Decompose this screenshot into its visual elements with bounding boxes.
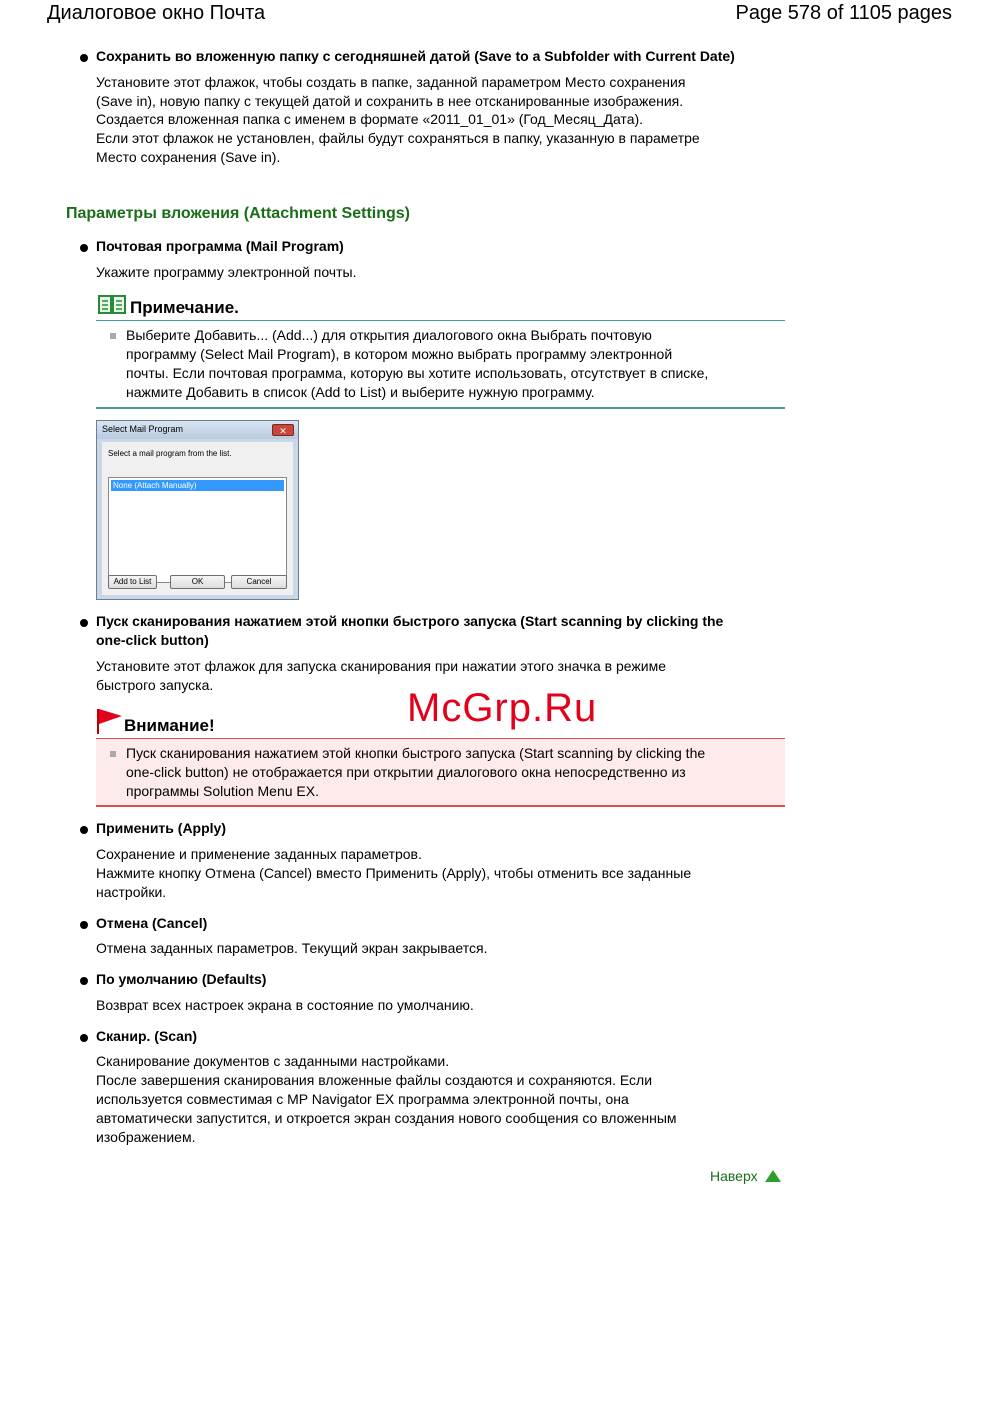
warning-header bbox=[96, 708, 785, 739]
item-title-defaults: По умолчанию (Defaults) bbox=[96, 971, 267, 987]
item-title-mail-program: Почтовая программа (Mail Program) bbox=[96, 238, 344, 254]
note-line: почты. Если почтовая программа, которую вы хотите использовать, отсутствует в списке, bbox=[126, 365, 709, 381]
cancel-button[interactable]: Cancel bbox=[231, 575, 287, 589]
square-bullet bbox=[110, 751, 116, 757]
item-desc-line: Сканирование документов с заданными настройками. bbox=[96, 1053, 450, 1069]
item-desc-line: Укажите программу электронной почты. bbox=[96, 264, 357, 280]
ok-button[interactable]: OK bbox=[170, 575, 225, 589]
item-desc-line: быстрого запуска. bbox=[96, 677, 214, 693]
note-line: Выберите Добавить... (Add...) для открытия диалогового окна Выбрать почтовую bbox=[126, 327, 652, 343]
watermark: McGrp.Ru bbox=[407, 686, 598, 730]
item-title-start-scanning: one-click button) bbox=[96, 632, 209, 648]
up-arrow-icon[interactable] bbox=[765, 1170, 781, 1182]
item-desc-line: Отмена заданных параметров. Текущий экран закрывается. bbox=[96, 940, 488, 956]
bullet bbox=[80, 54, 88, 62]
book-icon bbox=[98, 295, 126, 315]
item-title-save-subfolder: Сохранить во вложенную папку с сегодняшней датой (Save to a Subfolder with Current Date) bbox=[96, 48, 735, 64]
item-desc-line: Сохранение и применение заданных параметров. bbox=[96, 846, 422, 862]
warning-line: программы Solution Menu EX. bbox=[126, 783, 319, 799]
bullet bbox=[80, 619, 88, 627]
note-header bbox=[96, 294, 785, 321]
item-desc-line: Возврат всех настроек экрана в состояние по умолчанию. bbox=[96, 997, 474, 1013]
list-item-selected[interactable]: None (Attach Manually) bbox=[111, 480, 284, 491]
warning-label: Внимание! bbox=[124, 716, 215, 735]
page-header-title: Диалоговое окно Почта bbox=[47, 2, 266, 24]
note-line: нажмите Добавить в список (Add to List) и выберите нужную программу. bbox=[126, 384, 595, 400]
square-bullet bbox=[110, 333, 116, 339]
item-title-scan: Сканир. (Scan) bbox=[96, 1028, 198, 1044]
item-desc-line: настройки. bbox=[96, 884, 167, 900]
bullet bbox=[80, 921, 88, 929]
item-desc-line: изображением. bbox=[96, 1129, 196, 1145]
note-label: Примечание. bbox=[130, 298, 239, 317]
item-desc-line: автоматически запустится, и откроется экран создания нового сообщения со вложенным bbox=[96, 1110, 677, 1126]
bullet bbox=[80, 244, 88, 252]
red-flag-icon bbox=[96, 708, 124, 734]
item-desc-line: После завершения сканирования вложенные файлы создаются и сохраняются. Если bbox=[96, 1072, 653, 1088]
warning-line: Пуск сканирования нажатием этой кнопки быстрого запуска (Start scanning by clicking the bbox=[126, 745, 706, 761]
note-body bbox=[96, 321, 785, 409]
mail-program-list[interactable] bbox=[108, 477, 287, 583]
bullet bbox=[80, 826, 88, 834]
select-mail-program-dialog bbox=[96, 420, 299, 600]
section-heading: Параметры вложения (Attachment Settings) bbox=[66, 205, 410, 222]
item-desc-line: Установите этот флажок, чтобы создать в папке, заданной параметром Место сохранения bbox=[96, 74, 686, 90]
item-desc-line: Создается вложенная папка с именем в формате «2011_01_01» (Год_Месяц_Дата). bbox=[96, 111, 644, 127]
dialog-title: Select Mail Program bbox=[102, 424, 184, 434]
item-desc-line: Установите этот флажок для запуска сканирования при нажатии этого значка в режиме bbox=[96, 658, 666, 674]
dialog-titlebar bbox=[97, 421, 298, 439]
dialog-prompt: Select a mail program from the list. bbox=[108, 449, 232, 458]
add-to-list-button[interactable]: Add to List bbox=[108, 575, 157, 589]
item-desc-line: Нажмите кнопку Отмена (Cancel) вместо Применить (Apply), чтобы отменить все заданные bbox=[96, 865, 692, 881]
close-icon[interactable]: ✕ bbox=[272, 424, 294, 436]
item-title-apply: Применить (Apply) bbox=[96, 820, 226, 836]
item-title-start-scanning: Пуск сканирования нажатием этой кнопки быстрого запуска (Start scanning by clicking the bbox=[96, 613, 724, 629]
back-to-top-link[interactable]: Наверх bbox=[710, 1168, 758, 1184]
item-title-cancel: Отмена (Cancel) bbox=[96, 915, 208, 931]
warning-body bbox=[96, 739, 785, 807]
page-number: Page 578 of 1105 pages bbox=[735, 2, 952, 24]
warning-line: one-click button) не отображается при открытии диалогового окна непосредственно из bbox=[126, 764, 686, 780]
item-desc-line: Место сохранения (Save in). bbox=[96, 149, 281, 165]
item-desc-line: (Save in), новую папку с текущей датой и сохранить в нее отсканированные изображения. bbox=[96, 93, 684, 109]
item-desc-line: используется совместимая с MP Navigator EX программа электронной почты, она bbox=[96, 1091, 629, 1107]
bullet bbox=[80, 1034, 88, 1042]
item-desc-line: Если этот флажок не установлен, файлы будут сохраняться в папку, указанную в параметре bbox=[96, 130, 700, 146]
note-line: программу (Select Mail Program), в котором можно выбрать программу электронной bbox=[126, 346, 673, 362]
bullet bbox=[80, 977, 88, 985]
dialog-content bbox=[102, 442, 293, 595]
